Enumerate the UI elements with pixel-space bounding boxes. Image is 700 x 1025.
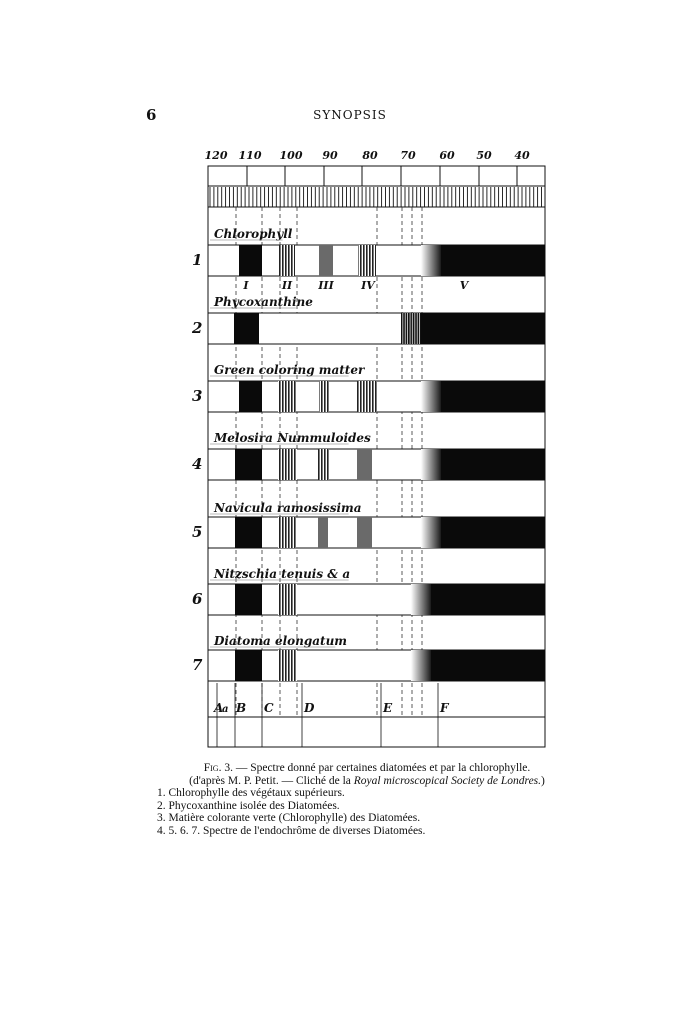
spectrum-row-1 [192,227,545,292]
absorption-band-3 [357,517,372,548]
absorption-band-0 [235,449,262,480]
absorption-band-5 [441,449,545,480]
fraunhofer-label-E: E [383,701,393,715]
absorption-band-0 [235,650,262,681]
absorption-band-2 [421,313,545,344]
scale-label-70: 70 [400,149,416,162]
scale-label-40: 40 [514,149,530,162]
absorption-band-1 [401,313,421,344]
fraunhofer-label-D: D [304,701,315,715]
absorption-band-1 [278,381,296,412]
absorption-band-3 [357,381,377,412]
scale-label-80: 80 [362,149,378,162]
absorption-band-0 [234,313,259,344]
spectrum-row-6 [192,567,545,615]
band-label-V: V [459,279,469,292]
band-label-IV: IV [361,279,375,292]
scale-label-60: 60 [439,149,455,162]
absorption-band-0 [239,381,262,412]
row-number: 2 [192,319,203,337]
scale-label-100: 100 [279,149,303,162]
figure-label: Fig. 3. [203,762,233,774]
scale-labels [205,149,530,162]
caption-line-2 [157,775,577,788]
fraunhofer-label-a: a [222,704,229,715]
row-number: 3 [192,387,203,405]
fraunhofer-label-B: B [236,701,247,715]
absorption-band-3 [358,245,376,276]
caption-item-1: 1. Chlorophylle des végétaux supérieurs. [157,787,345,799]
absorption-band-0 [239,245,262,276]
row-name: Diatoma elongatum [214,634,347,648]
spectrum-row-5 [192,501,545,548]
row-number: 6 [192,590,203,608]
row-name: Chlorophyll [214,227,293,241]
row-name: Green coloring matter [214,363,365,377]
caption-item-2: 2. Phycoxanthine isolée des Diatomées. [157,799,340,812]
row-number: 1 [192,251,203,269]
row-name: Nitzschia tenuis & a [214,567,351,581]
spectrum-rows [191,227,545,681]
running-title: SYNOPSIS [313,108,387,122]
band-label-II: II [281,279,293,292]
spectrum-row-3 [192,363,545,412]
absorption-band-3 [431,584,545,615]
fraunhofer-label-F: F [440,701,449,715]
scale-label-90: 90 [322,149,338,162]
row-name: Phycoxanthine [214,295,313,309]
caption-line-1 [157,762,577,775]
caption-source-a: (d'après M. P. Petit. — Cliché de la [189,774,354,787]
absorption-band-2 [411,650,431,681]
absorption-band-5 [441,381,545,412]
spectrum-row-2 [191,295,545,344]
absorption-band-1 [278,584,297,615]
absorption-band-2 [411,584,431,615]
caption-source-b: Royal microscopical Society de Londres. [353,774,542,787]
absorption-band-2 [319,245,333,276]
absorption-band-3 [357,449,372,480]
absorption-band-2 [318,517,328,548]
row-name: Melosira Nummuloides [214,431,371,445]
fraunhofer-label-C: C [264,701,274,715]
absorption-band-1 [278,650,297,681]
absorption-band-1 [278,517,296,548]
band-label-III: III [318,279,334,292]
absorption-band-5 [441,245,545,276]
band-label-I: I [243,279,249,292]
row-number: 4 [192,455,203,473]
page-number: 6 [146,106,157,124]
absorption-band-4 [421,449,441,480]
scale-label-50: 50 [476,149,492,162]
fraunhofer-lines [213,683,450,747]
absorption-band-0 [235,517,262,548]
absorption-band-4 [421,381,441,412]
absorption-band-4 [421,517,441,548]
caption-source-c: ) [541,774,545,787]
absorption-band-0 [235,584,262,615]
caption-item-3: 3. Matière colorante verte (Chlorophylle) des Diatomées. [157,812,421,824]
absorption-band-1 [279,245,295,276]
row-name: Navicula ramosissima [214,501,362,515]
caption-item-4: 4. 5. 6. 7. Spectre de l'endochrôme de diverses Diatomées. [157,824,426,837]
absorption-band-5 [441,517,545,548]
spectrum-row-7 [192,634,545,681]
fraunhofer-label-A: A [214,701,224,715]
figure-caption [157,762,577,837]
row-number: 7 [192,656,203,674]
row-number: 5 [192,523,203,541]
absorption-band-4 [421,245,441,276]
caption-title: — Spectre donné par certaines diatomées et par la chlorophylle. [232,762,531,774]
scale-label-120: 120 [204,149,228,162]
absorption-band-2 [319,381,329,412]
absorption-band-1 [278,449,297,480]
absorption-band-3 [431,650,545,681]
scale-label-110: 110 [238,149,262,162]
absorption-band-2 [318,449,329,480]
spectrum-row-4 [192,431,545,480]
